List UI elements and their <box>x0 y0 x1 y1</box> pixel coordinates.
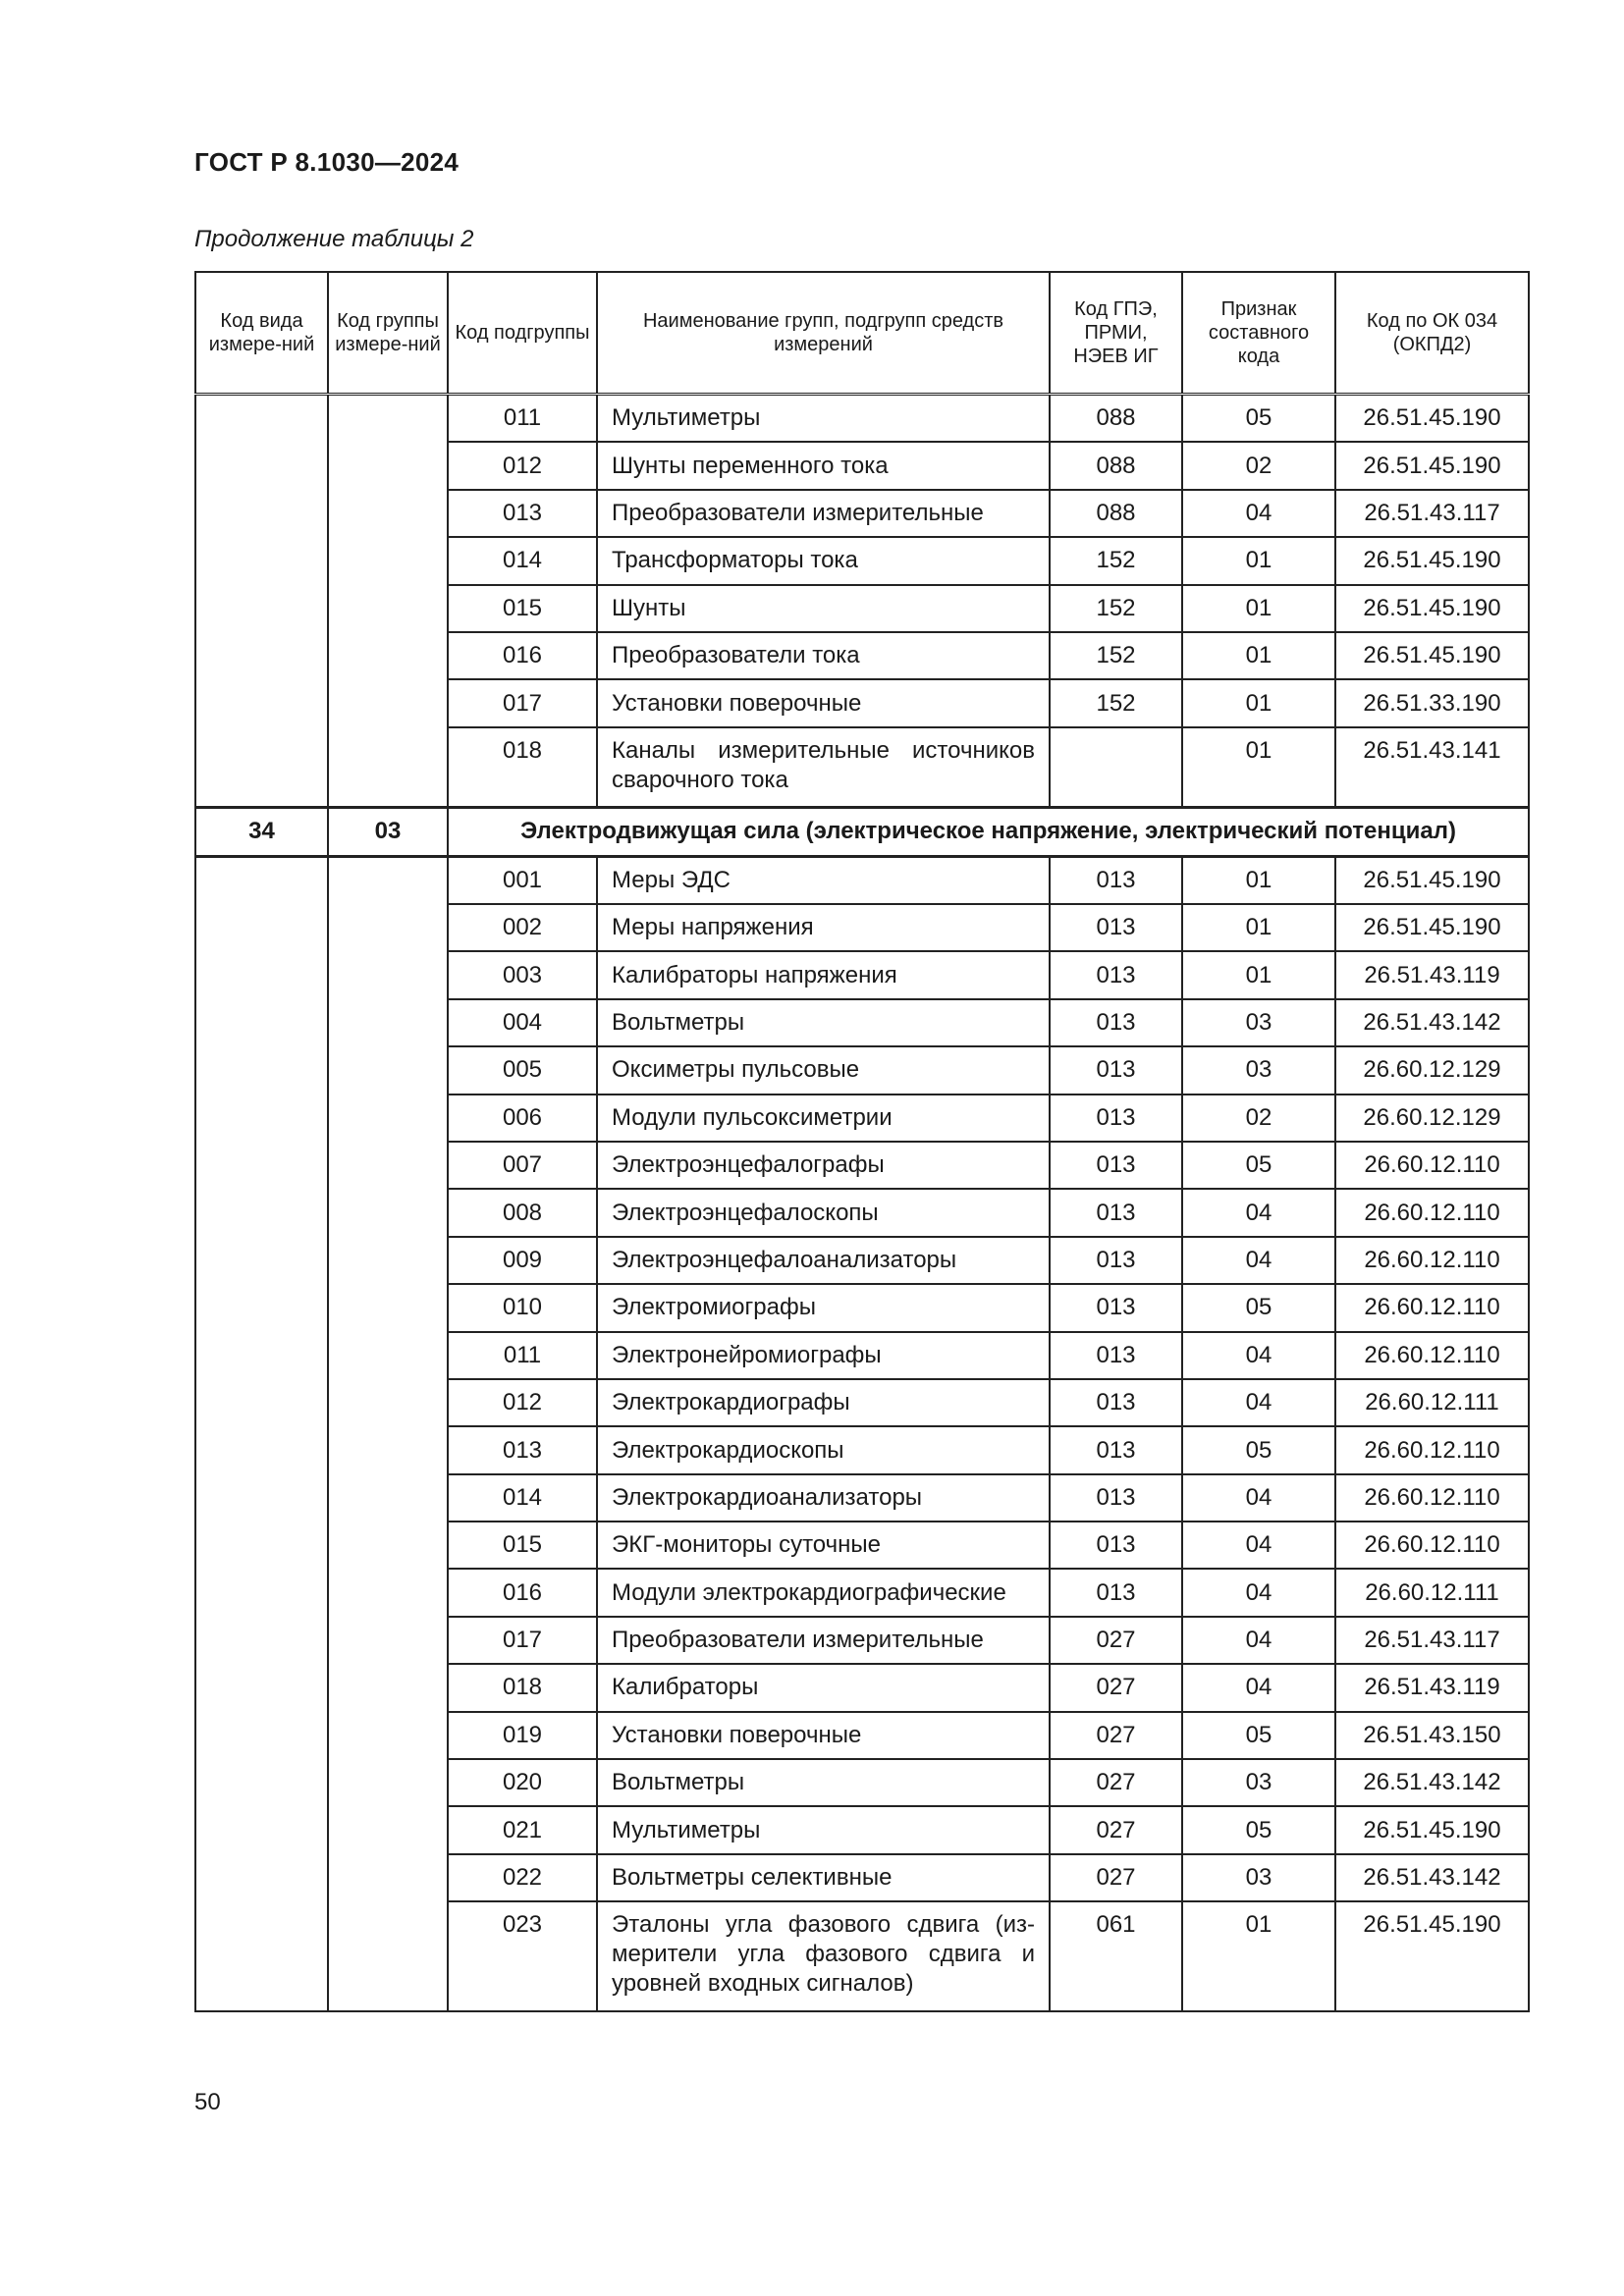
kind-code-cell <box>195 856 328 2010</box>
gpe-code-cell: 027 <box>1050 1712 1182 1759</box>
gpe-code-cell: 088 <box>1050 442 1182 489</box>
name-cell: Установки поверочные <box>597 679 1050 726</box>
gpe-code-cell: 152 <box>1050 585 1182 632</box>
table-row <box>195 395 1529 443</box>
gpe-code-cell: 013 <box>1050 951 1182 998</box>
gpe-code-cell: 152 <box>1050 632 1182 679</box>
gpe-code-cell: 013 <box>1050 1379 1182 1426</box>
okpd-code-cell: 26.51.43.142 <box>1335 1759 1529 1806</box>
gpe-code-cell: 152 <box>1050 679 1182 726</box>
subgroup-code-cell: 016 <box>448 1569 597 1616</box>
name-cell: Трансформаторы тока <box>597 537 1050 584</box>
composite-flag-cell: 05 <box>1182 1806 1335 1853</box>
gpe-code-cell: 013 <box>1050 1569 1182 1616</box>
gpe-code-cell: 013 <box>1050 856 1182 904</box>
subgroup-code-cell: 022 <box>448 1854 597 1901</box>
okpd-code-cell: 26.60.12.129 <box>1335 1046 1529 1094</box>
gpe-code-cell: 027 <box>1050 1617 1182 1664</box>
document-title: ГОСТ Р 8.1030—2024 <box>194 147 460 177</box>
okpd-code-cell: 26.60.12.129 <box>1335 1095 1529 1142</box>
name-cell: Калибраторы напряжения <box>597 951 1050 998</box>
gpe-code-cell: 061 <box>1050 1901 1182 2010</box>
name-cell: Модули электрокардиографические <box>597 1569 1050 1616</box>
gpe-code-cell: 027 <box>1050 1664 1182 1711</box>
okpd-code-cell: 26.60.12.110 <box>1335 1332 1529 1379</box>
composite-flag-cell: 05 <box>1182 395 1335 443</box>
okpd-code-cell: 26.51.33.190 <box>1335 679 1529 726</box>
name-cell: Мультиметры <box>597 1806 1050 1853</box>
section-2-body <box>195 856 1529 2010</box>
subgroup-code-cell: 009 <box>448 1237 597 1284</box>
okpd-code-cell: 26.51.43.150 <box>1335 1712 1529 1759</box>
column-header-subgroup-code: Код подгруппы <box>448 272 597 395</box>
subgroup-code-cell: 020 <box>448 1759 597 1806</box>
composite-flag-cell: 04 <box>1182 1522 1335 1569</box>
composite-flag-cell: 03 <box>1182 999 1335 1046</box>
gpe-code-cell: 013 <box>1050 1284 1182 1331</box>
gpe-code-cell: 013 <box>1050 1332 1182 1379</box>
column-header-okpd-code: Код по ОК 034 (ОКПД2) <box>1335 272 1529 395</box>
composite-flag-cell: 01 <box>1182 727 1335 808</box>
group-code-cell <box>328 395 448 808</box>
subgroup-code-cell: 019 <box>448 1712 597 1759</box>
composite-flag-cell: 01 <box>1182 856 1335 904</box>
name-cell: Меры напряжения <box>597 904 1050 951</box>
subgroup-code-cell: 017 <box>448 679 597 726</box>
name-cell: Электромиографы <box>597 1284 1050 1331</box>
group-kind-code: 34 <box>195 808 328 856</box>
gpe-code-cell: 013 <box>1050 904 1182 951</box>
column-header-composite-flag: Признак составного кода <box>1182 272 1335 395</box>
name-cell: Преобразователи измерительные <box>597 1617 1050 1664</box>
gpe-code-cell: 013 <box>1050 1046 1182 1094</box>
name-cell: Каналы измерительные источников сварочного тока <box>597 727 1050 808</box>
column-header-name: Наименование групп, подгрупп средств измерений <box>597 272 1050 395</box>
group-group-code: 03 <box>328 808 448 856</box>
subgroup-code-cell: 013 <box>448 490 597 537</box>
composite-flag-cell: 02 <box>1182 1095 1335 1142</box>
group-row <box>195 808 1529 856</box>
subgroup-code-cell: 013 <box>448 1426 597 1473</box>
okpd-code-cell: 26.51.43.119 <box>1335 1664 1529 1711</box>
column-header-group-code: Код группы измере-ний <box>328 272 448 395</box>
composite-flag-cell: 03 <box>1182 1046 1335 1094</box>
name-cell: Калибраторы <box>597 1664 1050 1711</box>
subgroup-code-cell: 002 <box>448 904 597 951</box>
name-cell: Электроэнцефалоанализаторы <box>597 1237 1050 1284</box>
composite-flag-cell: 01 <box>1182 537 1335 584</box>
gpe-code-cell: 013 <box>1050 1142 1182 1189</box>
composite-flag-cell: 03 <box>1182 1759 1335 1806</box>
composite-flag-cell: 05 <box>1182 1426 1335 1473</box>
subgroup-code-cell: 016 <box>448 632 597 679</box>
kind-code-cell <box>195 395 328 808</box>
gpe-code-cell: 013 <box>1050 1189 1182 1236</box>
okpd-code-cell: 26.51.45.190 <box>1335 395 1529 443</box>
table-header-row <box>195 272 1529 395</box>
okpd-code-cell: 26.60.12.110 <box>1335 1474 1529 1522</box>
okpd-code-cell: 26.60.12.110 <box>1335 1189 1529 1236</box>
gpe-code-cell <box>1050 727 1182 808</box>
name-cell: Электронейромиографы <box>597 1332 1050 1379</box>
subgroup-code-cell: 014 <box>448 537 597 584</box>
classification-table <box>194 271 1530 2012</box>
gpe-code-cell: 013 <box>1050 1426 1182 1473</box>
okpd-code-cell: 26.60.12.110 <box>1335 1284 1529 1331</box>
composite-flag-cell: 05 <box>1182 1712 1335 1759</box>
okpd-code-cell: 26.60.12.110 <box>1335 1237 1529 1284</box>
okpd-code-cell: 26.51.45.190 <box>1335 585 1529 632</box>
name-cell: Преобразователи тока <box>597 632 1050 679</box>
subgroup-code-cell: 012 <box>448 442 597 489</box>
subgroup-code-cell: 005 <box>448 1046 597 1094</box>
okpd-code-cell: 26.51.45.190 <box>1335 1901 1529 2010</box>
composite-flag-cell: 01 <box>1182 1901 1335 2010</box>
subgroup-code-cell: 015 <box>448 1522 597 1569</box>
okpd-code-cell: 26.51.43.142 <box>1335 1854 1529 1901</box>
gpe-code-cell: 013 <box>1050 1522 1182 1569</box>
subgroup-code-cell: 008 <box>448 1189 597 1236</box>
okpd-code-cell: 26.51.43.119 <box>1335 951 1529 998</box>
group-title: Электродвижущая сила (электрическое напряжение, электрический потенциал) <box>448 808 1529 856</box>
subgroup-code-cell: 012 <box>448 1379 597 1426</box>
composite-flag-cell: 01 <box>1182 679 1335 726</box>
subgroup-code-cell: 004 <box>448 999 597 1046</box>
composite-flag-cell: 04 <box>1182 1332 1335 1379</box>
composite-flag-cell: 03 <box>1182 1854 1335 1901</box>
composite-flag-cell: 01 <box>1182 904 1335 951</box>
table-continuation-caption: Продолжение таблицы 2 <box>194 226 474 252</box>
name-cell: Электроэнцефалографы <box>597 1142 1050 1189</box>
composite-flag-cell: 04 <box>1182 1664 1335 1711</box>
name-cell: Модули пульсоксиметрии <box>597 1095 1050 1142</box>
name-cell: Вольтметры селективные <box>597 1854 1050 1901</box>
okpd-code-cell: 26.51.45.190 <box>1335 904 1529 951</box>
composite-flag-cell: 04 <box>1182 1379 1335 1426</box>
okpd-code-cell: 26.51.45.190 <box>1335 856 1529 904</box>
okpd-code-cell: 26.60.12.111 <box>1335 1569 1529 1616</box>
okpd-code-cell: 26.60.12.110 <box>1335 1522 1529 1569</box>
composite-flag-cell: 04 <box>1182 490 1335 537</box>
name-cell: Электрокардиографы <box>597 1379 1050 1426</box>
subgroup-code-cell: 007 <box>448 1142 597 1189</box>
group-code-cell <box>328 856 448 2010</box>
okpd-code-cell: 26.60.12.110 <box>1335 1426 1529 1473</box>
name-cell: Вольтметры <box>597 1759 1050 1806</box>
gpe-code-cell: 027 <box>1050 1806 1182 1853</box>
subgroup-code-cell: 015 <box>448 585 597 632</box>
composite-flag-cell: 05 <box>1182 1142 1335 1189</box>
okpd-code-cell: 26.51.45.190 <box>1335 1806 1529 1853</box>
subgroup-code-cell: 021 <box>448 1806 597 1853</box>
gpe-code-cell: 027 <box>1050 1759 1182 1806</box>
subgroup-code-cell: 018 <box>448 1664 597 1711</box>
subgroup-code-cell: 017 <box>448 1617 597 1664</box>
table-row <box>195 856 1529 904</box>
subgroup-code-cell: 006 <box>448 1095 597 1142</box>
subgroup-code-cell: 011 <box>448 395 597 443</box>
name-cell: Шунты переменного тока <box>597 442 1050 489</box>
name-cell: Вольтметры <box>597 999 1050 1046</box>
okpd-code-cell: 26.51.45.190 <box>1335 537 1529 584</box>
composite-flag-cell: 05 <box>1182 1284 1335 1331</box>
composite-flag-cell: 01 <box>1182 951 1335 998</box>
name-cell: Шунты <box>597 585 1050 632</box>
name-cell: Электрокардиоскопы <box>597 1426 1050 1473</box>
name-cell: Электрокардиоанализаторы <box>597 1474 1050 1522</box>
subgroup-code-cell: 014 <box>448 1474 597 1522</box>
gpe-code-cell: 013 <box>1050 1237 1182 1284</box>
gpe-code-cell: 088 <box>1050 395 1182 443</box>
okpd-code-cell: 26.51.43.141 <box>1335 727 1529 808</box>
composite-flag-cell: 04 <box>1182 1617 1335 1664</box>
subgroup-code-cell: 010 <box>448 1284 597 1331</box>
gpe-code-cell: 088 <box>1050 490 1182 537</box>
group-row-body <box>195 808 1529 856</box>
gpe-code-cell: 027 <box>1050 1854 1182 1901</box>
name-cell: Оксиметры пульсовые <box>597 1046 1050 1094</box>
subgroup-code-cell: 018 <box>448 727 597 808</box>
composite-flag-cell: 01 <box>1182 632 1335 679</box>
section-1-body <box>195 395 1529 808</box>
composite-flag-cell: 01 <box>1182 585 1335 632</box>
okpd-code-cell: 26.51.43.117 <box>1335 490 1529 537</box>
subgroup-code-cell: 003 <box>448 951 597 998</box>
subgroup-code-cell: 011 <box>448 1332 597 1379</box>
name-cell: Эталоны угла фазового сдвига (из-мерители угла фазового сдвига и уровней входных сигналов) <box>597 1901 1050 2010</box>
gpe-code-cell: 013 <box>1050 1095 1182 1142</box>
composite-flag-cell: 04 <box>1182 1474 1335 1522</box>
okpd-code-cell: 26.51.43.117 <box>1335 1617 1529 1664</box>
okpd-code-cell: 26.60.12.110 <box>1335 1142 1529 1189</box>
name-cell: Преобразователи измерительные <box>597 490 1050 537</box>
name-cell: Мультиметры <box>597 395 1050 443</box>
page-number: 50 <box>194 2089 221 2115</box>
column-header-kind-code: Код вида измере-ний <box>195 272 328 395</box>
okpd-code-cell: 26.51.45.190 <box>1335 442 1529 489</box>
name-cell: ЭКГ-мониторы суточные <box>597 1522 1050 1569</box>
okpd-code-cell: 26.60.12.111 <box>1335 1379 1529 1426</box>
gpe-code-cell: 152 <box>1050 537 1182 584</box>
composite-flag-cell: 04 <box>1182 1189 1335 1236</box>
subgroup-code-cell: 023 <box>448 1901 597 2010</box>
okpd-code-cell: 26.51.43.142 <box>1335 999 1529 1046</box>
composite-flag-cell: 02 <box>1182 442 1335 489</box>
name-cell: Установки поверочные <box>597 1712 1050 1759</box>
composite-flag-cell: 04 <box>1182 1237 1335 1284</box>
gpe-code-cell: 013 <box>1050 1474 1182 1522</box>
name-cell: Меры ЭДС <box>597 856 1050 904</box>
subgroup-code-cell: 001 <box>448 856 597 904</box>
composite-flag-cell: 04 <box>1182 1569 1335 1616</box>
gpe-code-cell: 013 <box>1050 999 1182 1046</box>
okpd-code-cell: 26.51.45.190 <box>1335 632 1529 679</box>
name-cell: Электроэнцефалоскопы <box>597 1189 1050 1236</box>
column-header-gpe-code: Код ГПЭ, ПРМИ, НЭЕВ ИГ <box>1050 272 1182 395</box>
